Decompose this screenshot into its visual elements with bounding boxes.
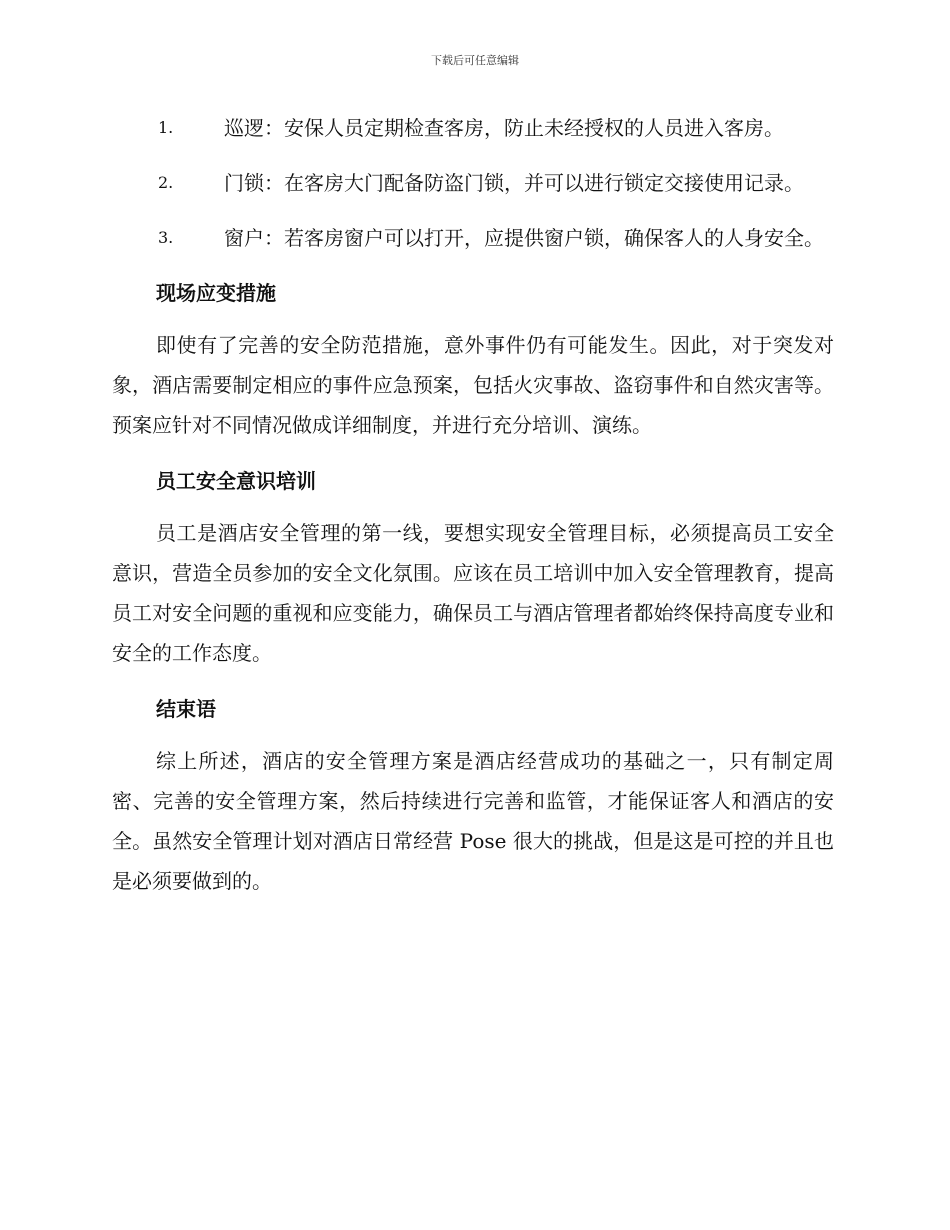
list-item-number: 1. (158, 118, 174, 137)
section-heading: 结束语 (156, 697, 216, 721)
section-paragraph: 综上所述，酒店的安全管理方案是酒店经营成功的基础之一，只有制定周密、完善的安全管理方案，然后持续进行完善和监管，才能保证客人和酒店的安全。虽然安全管理计划对酒店日常经营 Pose 很大的挑战，但是这是可控的并且也是必须要做到的。 (112, 749, 834, 893)
section-paragraph: 即使有了完善的安全防范措施，意外事件仍有可能发生。因此，对于突发对象，酒店需要制定相应的事件应急预案，包括火灾事故、盗窃事件和自然灾害等。预案应针对不同情况做成详细制度，并进行充分培训、演练。 (112, 333, 834, 437)
section-heading: 员工安全意识培训 (156, 469, 316, 493)
section-paragraph: 员工是酒店安全管理的第一线，要想实现安全管理目标，必须提高员工安全意识，营造全员参加的安全文化氛围。应该在员工培训中加入安全管理教育，提高员工对安全问题的重视和应变能力，确保员工与酒店管理者都始终保持高度专业和安全的工作态度。 (112, 521, 834, 665)
list-item (112, 108, 834, 148)
list-item (112, 163, 834, 203)
page-header: 下载后可任意编辑 (431, 54, 519, 67)
list-item-text: 门锁：在客房大门配备防盗门锁，并可以进行锁定交接使用记录。 (224, 171, 804, 195)
list-item-number: 3. (158, 228, 174, 247)
document-body (112, 108, 834, 917)
list-item-number: 2. (158, 173, 174, 192)
list-item-text: 窗户：若客房窗户可以打开，应提供窗户锁，确保客人的人身安全。 (224, 226, 824, 250)
list-item-text: 巡逻：安保人员定期检查客房，防止未经授权的人员进入客房。 (224, 116, 784, 140)
list-item (112, 218, 834, 258)
section-heading: 现场应变措施 (156, 281, 276, 305)
